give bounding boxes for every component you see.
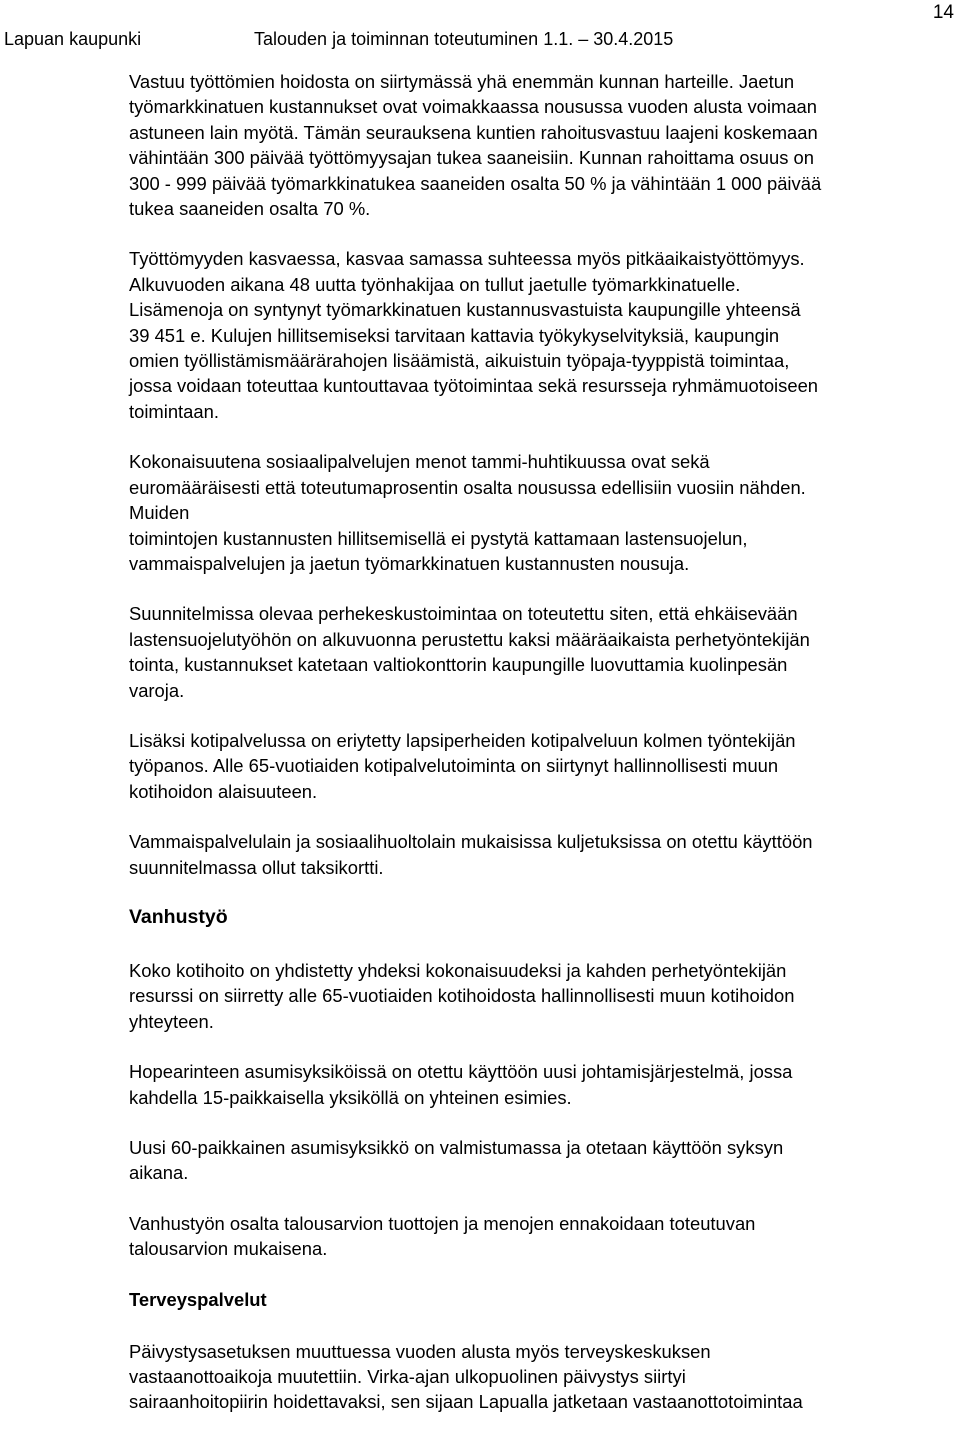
paragraph-home-care	[129, 958, 944, 1034]
text-line: Vastuu työttömien hoidosta on siirtymässä yhä enemmän kunnan harteille. Jaetun	[129, 71, 795, 92]
text-line: omien työllistämismäärärahojen lisäämistä, aikuistuin työpaja-tyyppistä toimintaa,	[129, 350, 790, 372]
text-line: euromääräisesti että toteutumaprosentin osalta nousussa edellisiin vuosiin nähden.	[129, 476, 806, 498]
text-line: jossa voidaan toteuttaa kuntouttavaa työtoimintaa sekä resursseja ryhmämuotoiseen	[129, 375, 819, 397]
text-line: 300 - 999 päivää työmarkkinatukea saaneiden osalta 50 % ja vähintään 1 000 päivää	[129, 172, 822, 194]
text-line: tukea saaneiden osalta 70 %.	[129, 198, 371, 220]
header-organization: Lapuan kaupunki	[4, 29, 142, 49]
text-line: toimintaan.	[129, 400, 219, 422]
text-line: varoja.	[129, 679, 185, 701]
text-line: Hopearinteen asumisyksiköissä on otettu käyttöön uusi johtamisjärjestelmä, jossa	[129, 1061, 793, 1083]
text-line: resurssi on siirretty alle 65-vuotiaiden kotihoidosta hallinnollisesti muun kotihoidon	[129, 985, 795, 1007]
text-line: Työttömyyden kasvaessa, kasvaa samassa suhteessa myös pitkäaikaistyöttömyys.	[129, 248, 805, 270]
text-line: vähintään 300 päivää työttömyysajan tukea saaneisiin. Kunnan rahoittama osuus on	[129, 147, 814, 169]
text-line: vastaanottoaikoja muutettiin. Virka-ajan ulkopuolinen päivystys siirtyi	[129, 1366, 686, 1388]
text-line: työmarkkinatuen kustannukset ovat voimakkaassa nousussa vuoden alusta voimaan	[129, 96, 817, 118]
text-line: toimintojen kustannusten hillitsemisellä ei pystytä kattamaan lastensuojelun,	[129, 527, 748, 549]
text-line: aikana.	[129, 1162, 189, 1184]
text-line: Uusi 60-paikkainen asumisyksikkö on valmistumassa ja otetaan käyttöön syksyn	[129, 1137, 784, 1158]
text-line: Lisämenoja on syntynyt työmarkkinatuen kustannusvastuista kaupungille yhteensä	[129, 299, 801, 321]
text-line: talousarvion mukaisena.	[129, 1238, 328, 1260]
text-line: Suunnitelmissa olevaa perhekeskustoimintaa on toteutettu siten, että ehkäisevään	[129, 603, 798, 625]
document-body	[129, 69, 944, 1440]
paragraph-social-services-costs	[129, 449, 944, 576]
paragraph-hopearinne	[129, 1059, 944, 1110]
page-number: 14	[932, 2, 954, 23]
paragraph-home-services	[129, 728, 944, 804]
text-line: sairaanhoitopiirin hoidettavaksi, sen sijaan Lapualla jatketaan vastaanottotoimintaa	[129, 1391, 803, 1413]
header-report-title: Talouden ja toiminnan toteutuminen 1.1. – 30.4.2015	[254, 29, 674, 49]
text-line: Päivystysasetuksen muuttuessa vuoden alusta myös terveyskeskuksen	[129, 1340, 711, 1362]
paragraph-family-center	[129, 601, 944, 703]
text-line: astuneen lain myötä. Tämän seurauksena kuntien rahoitusvastuu laajeni koskemaan	[129, 121, 818, 143]
paragraph-unemployment-responsibility	[129, 69, 944, 221]
paragraph-emergency-decree	[129, 1339, 944, 1415]
text-line: yhteyteen.	[129, 1010, 214, 1032]
paragraph-long-term-unemployment	[129, 246, 944, 424]
heading-vanhustyo: Vanhustyö	[129, 905, 228, 928]
paragraph-new-housing-unit	[129, 1135, 944, 1186]
paragraph-elderly-budget	[129, 1211, 944, 1262]
heading-terveyspalvelut: Terveyspalvelut	[129, 1288, 267, 1310]
text-line: työpanos. Alle 65-vuotiaiden kotipalvelutoiminta on siirtynyt hallinnollisesti muun	[129, 755, 779, 777]
text-line: kotihoidon alaisuuteen.	[129, 780, 318, 802]
text-line: Lisäksi kotipalvelussa on eriytetty lapsiperheiden kotipalveluun kolmen työntekijän	[129, 729, 796, 751]
text-line: Kokonaisuutena sosiaalipalvelujen menot tammi-huhtikuussa ovat sekä	[129, 451, 710, 473]
text-line: vammaispalvelujen ja jaetun työmarkkinatuen kustannusten nousuja.	[129, 552, 690, 574]
paragraph-disability-transport	[129, 829, 944, 880]
text-line: 39 451 e. Kulujen hillitsemiseksi tarvitaan kattavia työkykyselvityksiä, kaupungin	[129, 324, 780, 346]
text-line: kahdella 15-paikkaisella yksiköllä on yhteinen esimies.	[129, 1086, 572, 1108]
text-line: tointa, kustannukset katetaan valtiokonttorin kaupungille luovuttamia kuolinpesän	[129, 654, 788, 676]
text-line: Vanhustyön osalta talousarvion tuottojen ja menojen ennakoidaan toteutuvan	[129, 1212, 756, 1234]
text-line: Muiden	[129, 502, 190, 524]
text-line: lastensuojelutyöhön on alkuvuonna perustettu kaksi määräaikaista perhetyöntekijän	[129, 628, 810, 650]
page-header	[4, 2, 954, 52]
text-line: Alkuvuoden aikana 48 uutta työnhakijaa on tullut jaetulle työmarkkinatuelle.	[129, 273, 741, 295]
text-line: Koko kotihoito on yhdistetty yhdeksi kokonaisuudeksi ja kahden perhetyöntekijän	[129, 959, 787, 981]
text-line: suunnitelmassa ollut taksikortti.	[129, 856, 384, 878]
text-line: Vammaispalvelulain ja sosiaalihuoltolain mukaisissa kuljetuksissa on otettu käyttöön	[129, 831, 813, 853]
